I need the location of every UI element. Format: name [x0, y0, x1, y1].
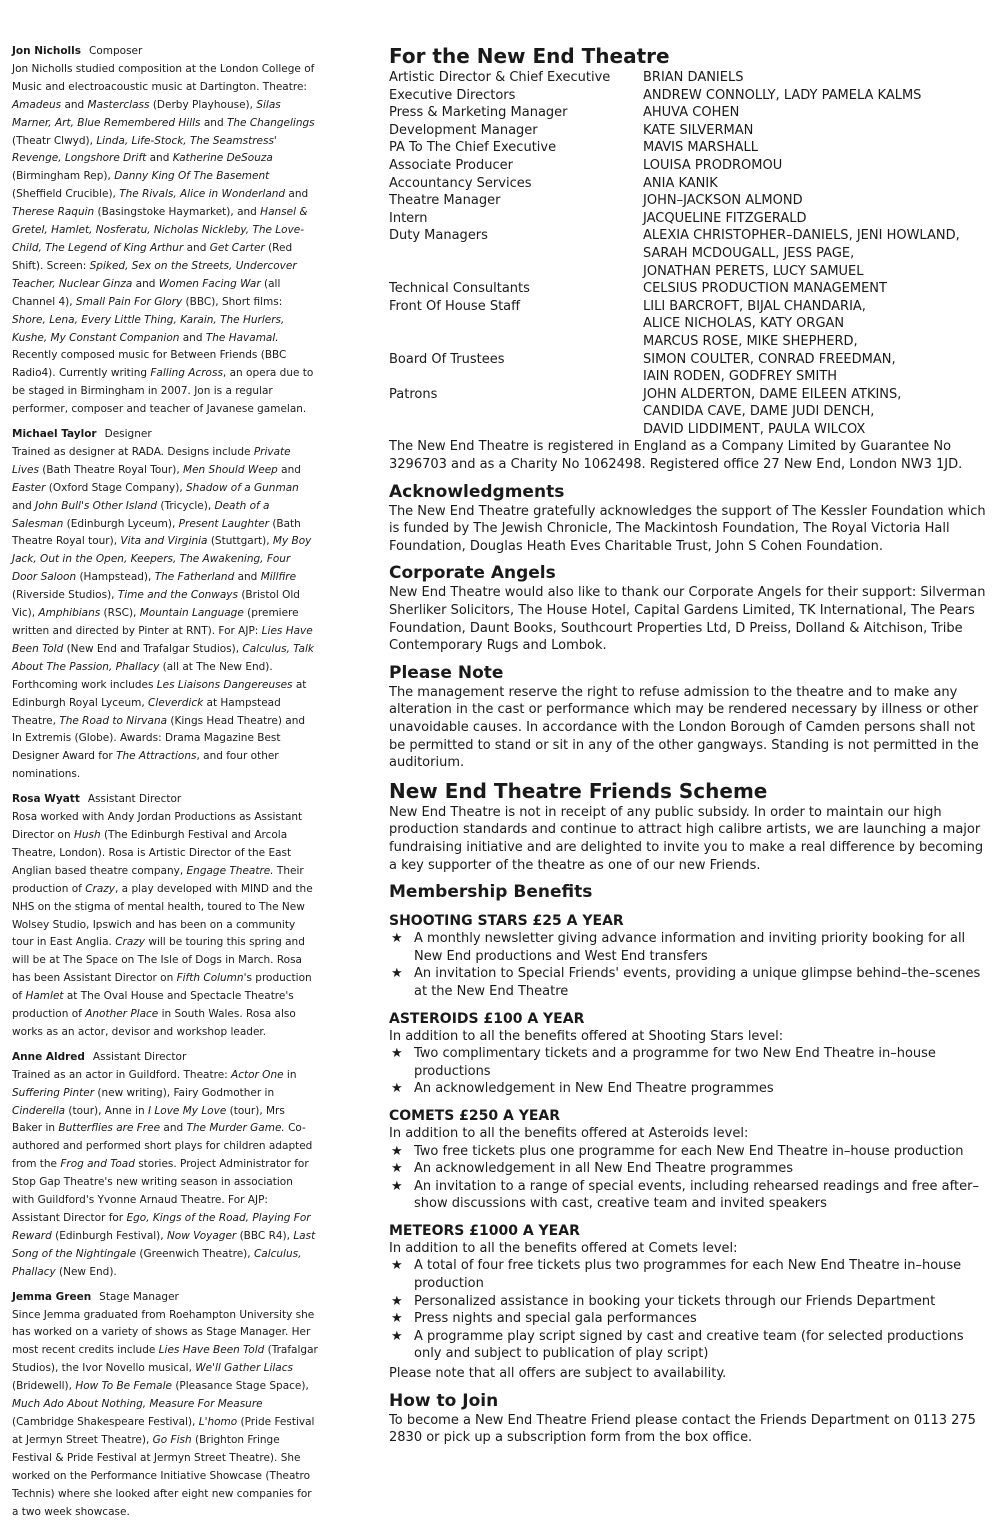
how-to-join-text: To become a New End Theatre Friend please contact the Friends Department on 0113 275 2830 or pick up a subscription form from the box office.	[389, 1412, 976, 1446]
bios-column	[12, 43, 318, 1528]
bio-text: Since Jemma graduated from Roehampton University she has worked on a variety of shows as Stage Manager. Her most recent credits include Lies Have Been Told (Trafalgar Studios), the Ivor Novello musical, We'll Gather Lilacs (Bridewell), How To Be Female (Pleasance Stage Space), Much Ado About Nothing, Measure For Measure (Cambridge Shakespeare Festival), L'homo (Pride Festival at Jermyn Street Theatre), Go Fish (Brighton Fringe Festival & Pride Festival at Jermyn Street Theatre). She worked on the Performance Initiative Showcase (Theatro Technis) where she looked after eight new companies for a two week showcase.	[12, 1308, 318, 1518]
staff-row	[389, 192, 989, 210]
tier-title: ASTEROIDS £100 A YEAR	[389, 1010, 585, 1027]
staff-row	[389, 298, 989, 351]
tier-intro: In addition to all the benefits offered at Shooting Stars level:	[389, 1028, 784, 1044]
theatre-info-column	[389, 43, 989, 1447]
staff-names: BRIAN DANIELS	[643, 70, 744, 85]
membership-tiers	[389, 912, 989, 1363]
benefit-text: A total of four free tickets plus two programmes for each New End Theatre in–house production	[414, 1258, 962, 1292]
bio-name: Jon Nicholls	[12, 45, 81, 57]
star-icon: ★	[391, 1328, 403, 1344]
bio-entry	[12, 43, 318, 419]
tier-intro: In addition to all the benefits offered at Asteroids level:	[389, 1125, 749, 1141]
tier-benefits	[389, 930, 989, 1000]
staff-names: JACQUELINE FITZGERALD	[643, 210, 807, 226]
star-icon: ★	[391, 1293, 403, 1309]
staff-row	[389, 280, 989, 298]
benefit-text: Press nights and special gala performances	[414, 1311, 697, 1327]
acknowledgments-heading: Acknowledgments	[389, 481, 565, 502]
theatre-heading: For the New End Theatre	[389, 44, 670, 68]
bio-role: Designer	[104, 428, 152, 441]
bio-role: Assistant Director	[92, 1050, 187, 1063]
star-icon: ★	[391, 1258, 403, 1274]
star-icon: ★	[391, 1161, 403, 1177]
please-note-text: The management reserve the right to refuse admission to the theatre and to make any alteration in the cast or performance which may be rendered necessary by illness or other unavoidable causes. In accordance with the London Borough of Camden persons shall not be permitted to stand or sit in any of the other gangways. Standing is not permitted in the auditorium.	[389, 684, 979, 771]
bio-entry	[12, 426, 318, 784]
benefit-text: An invitation to Special Friends' events, providing a unique glimpse behind–the–scenes at the New End Theatre	[414, 966, 981, 999]
bio-name: Jemma Green	[12, 1290, 92, 1303]
staff-row	[389, 104, 989, 122]
staff-role: Front Of House Staff	[389, 298, 521, 314]
staff-names: LILI BARCROFT, BIJAL CHANDARIA, ALICE NICHOLAS, KATY ORGAN MARCUS ROSE, MIKE SHEPHERD,	[643, 298, 866, 349]
benefit-text: An acknowledgement in all New End Theatre programmes	[414, 1161, 793, 1177]
friends-scheme-heading: New End Theatre Friends Scheme	[389, 778, 768, 803]
bio-name: Michael Taylor	[12, 428, 97, 441]
star-icon: ★	[391, 966, 403, 982]
staff-names: SIMON COULTER, CONRAD FREEDMAN, IAIN RODEN, GODFREY SMITH	[643, 351, 896, 385]
staff-role: Patrons	[389, 386, 438, 402]
tier-title: SHOOTING STARS £25 A YEAR	[389, 913, 624, 930]
benefit-item	[389, 930, 989, 965]
benefit-text: An invitation to a range of special events, including rehearsed readings and free after–show discussions with cast, creative team and invited speakers	[414, 1178, 979, 1212]
bio-text: Jon Nicholls studied composition at the London College of Music and electroacoustic music at Dartington. Theatre: Amadeus and Masterclass (Derby Playhouse), Silas Marner, Art, Blue Remembered Hills and The Changelings (Theatr Clwyd), Linda, Life-Stock, The Seamstress' Revenge, Longshore Drift and Katherine DeSouza (Birmingham Rep), Danny King Of The Basement (Sheffield Crucible), The Rivals, Alice in Wonderland and Therese Raquin (Basingstoke Haymarket), and Hansel & Gretel, Hamlet, Nosferatu, Nicholas Nickleby, The Love-Child, The Legend of King Arthur and Get Carter (Red Shift). Screen: Spiked, Sex on the Streets, Undercover Teacher, Nuclear Ginza and Women Facing War (all Channel 4), Small Pain For Glory (BBC), Short films: Shore, Lena, Every Little Thing, Karain, The Hurlers, Kushe, My Constant Companion and The Havamal. Recently composed music for Between Friends (BBC Radio4). Currently writing Falling Across, an opera due to be staged in Birmingham in 2007. Jon is a regular performer, composer and teacher of Javanese gamelan.	[12, 62, 315, 416]
star-icon: ★	[391, 931, 403, 947]
staff-names: ANIA KANIK	[643, 175, 718, 191]
bio-name: Anne Aldred	[12, 1050, 85, 1063]
star-icon: ★	[391, 1143, 403, 1159]
tier-benefits	[389, 1045, 989, 1098]
benefit-item	[389, 1160, 989, 1178]
tier-benefits	[389, 1257, 989, 1363]
membership-footer: Please note that all offers are subject to availability.	[389, 1366, 727, 1382]
star-icon: ★	[391, 1081, 403, 1097]
benefit-text: Two complimentary tickets and a programme for two New End Theatre in–house productions	[414, 1046, 936, 1079]
staff-row	[389, 157, 989, 175]
staff-role: Associate Producer	[389, 157, 513, 173]
staff-names: MAVIS MARSHALL	[643, 140, 758, 156]
staff-names: AHUVA COHEN	[643, 105, 740, 121]
benefit-item	[389, 965, 989, 1000]
staff-role: Board Of Trustees	[389, 351, 505, 367]
staff-row	[389, 87, 989, 105]
bio-entry	[12, 791, 318, 1042]
benefit-item	[389, 1143, 989, 1161]
staff-names: ALEXIA CHRISTOPHER–DANIELS, JENI HOWLAND, SARAH MCDOUGALL, JESS PAGE, JONATHAN PERETS, LUCY SAMUEL	[643, 228, 960, 279]
bio-entry	[12, 1289, 318, 1522]
registration-text: The New End Theatre is registered in England as a Company Limited by Guarantee No 3296703 and as a Charity No 1062498. Registered office 27 New End, London NW3 1JD.	[389, 439, 963, 473]
staff-row	[389, 139, 989, 157]
benefit-item	[389, 1257, 989, 1292]
staff-row	[389, 386, 989, 439]
tier-intro: In addition to all the benefits offered at Comets level:	[389, 1240, 738, 1256]
benefit-text: Two free tickets plus one programme for each New End Theatre in–house production	[414, 1143, 964, 1159]
staff-role: Press & Marketing Manager	[389, 105, 568, 121]
bio-text: Rosa worked with Andy Jordan Productions as Assistant Director on Hush (The Edinburgh Festival and Arcola Theatre, London). Rosa is Artistic Director of the East Anglian based theatre company, Engage Theatre. Their production of Crazy, a play developed with MIND and the NHS on the stigma of mental health, toured to The New Wolsey Studio, Ipswich and has been on a community tour in East Anglia. Crazy will be touring this spring and will be at The Space on The Isle of Dogs in March. Rosa has been Assistant Director on Fifth Column's production of Hamlet at The Oval House and Spectacle Theatre's production of Another Place in South Wales. Rosa also works as an actor, devisor and workshop leader.	[12, 811, 313, 1038]
benefit-text: An acknowledgement in New End Theatre programmes	[414, 1081, 774, 1097]
acknowledgments-text: The New End Theatre gratefully acknowledges the support of The Kessler Foundation which is funded by The Jewish Chronicle, The Mackintosh Foundation, The Royal Victoria Hall Foundation, Douglas Heath Eves Charitable Trust, John S Cohen Foundation.	[389, 503, 986, 554]
staff-names: JOHN–JACKSON ALMOND	[643, 193, 803, 209]
staff-role: Intern	[389, 210, 428, 226]
bio-role: Stage Manager	[99, 1290, 179, 1303]
staff-row	[389, 122, 989, 140]
staff-names: CELSIUS PRODUCTION MANAGEMENT	[643, 281, 887, 297]
benefit-text: Personalized assistance in booking your tickets through our Friends Department	[414, 1293, 936, 1309]
bio-role: Assistant Director	[87, 793, 182, 806]
staff-role: Executive Directors	[389, 87, 516, 103]
staff-role: Development Manager	[389, 122, 538, 138]
staff-names: KATE SILVERMAN	[643, 122, 754, 138]
tier-benefits	[389, 1143, 989, 1213]
staff-role: Theatre Manager	[389, 193, 501, 209]
staff-names: LOUISA PRODROMOU	[643, 157, 783, 173]
bio-text: Trained as an actor in Guildford. Theatre: Actor One in Suffering Pinter (new writing), Fairy Godmother in Cinderella (tour), Anne in I Love My Love (tour), Mrs Baker in Butterflies are Free and The Murder Game. Co-authored and performed short plays for children adapted from the Frog and Toad stories. Project Administrator for Stop Gap Theatre's new writing season in association with Guildford's Yvonne Arnaud Theatre. For AJP: Assistant Director for Ego, Kings of the Road, Playing For Reward (Edinburgh Festival), Now Voyager (BBC R4), Last Song of the Nightingale (Greenwich Theatre), Calculus, Phallacy (New End).	[12, 1068, 316, 1278]
benefit-item	[389, 1178, 989, 1213]
benefit-text: A monthly newsletter giving advance information and inviting priority booking for all New End productions and West End transfers	[414, 931, 966, 964]
staff-list	[389, 69, 989, 438]
staff-role: Artistic Director & Chief Executive	[389, 70, 611, 85]
friends-scheme-text: New End Theatre is not in receipt of any public subsidy. In order to maintain our high production standards and continue to attract high calibre artists, we are launching a major fundraising initiative and are delighted to invite you to make a real difference by becoming a key supporter of the theatre as one of our new Friends.	[389, 804, 984, 873]
staff-role: Technical Consultants	[389, 281, 530, 297]
benefit-item	[389, 1310, 989, 1328]
staff-names: ANDREW CONNOLLY, LADY PAMELA KALMS	[643, 87, 922, 103]
star-icon: ★	[391, 1178, 403, 1194]
please-note-heading: Please Note	[389, 662, 504, 683]
tier-title: COMETS £250 A YEAR	[389, 1107, 561, 1124]
staff-role: Duty Managers	[389, 228, 488, 244]
staff-role: PA To The Chief Executive	[389, 140, 557, 156]
staff-names: JOHN ALDERTON, DAME EILEEN ATKINS, CANDIDA CAVE, DAME JUDI DENCH, DAVID LIDDIMENT, PAULA WILCOX	[643, 386, 902, 437]
benefit-item	[389, 1080, 989, 1098]
staff-role: Accountancy Services	[389, 175, 532, 191]
bio-role: Composer	[89, 45, 143, 57]
benefit-text: A programme play script signed by cast and creative team (for selected productions only and subject to publication of play script)	[414, 1328, 964, 1362]
benefit-item	[389, 1328, 989, 1363]
star-icon: ★	[391, 1311, 403, 1327]
staff-row	[389, 210, 989, 228]
staff-row	[389, 351, 989, 386]
bio-entry	[12, 1049, 318, 1282]
corporate-angels-text: New End Theatre would also like to thank our Corporate Angels for their support: Silverman Sherliker Solicitors, The House Hotel, Capital Gardens Limited, TK International, The Pears Foundation, Daunt Books, Southcourt Properties Ltd, D Preiss, Dolland & Aitchison, Tribe Contemporary Rugs and Lombok.	[389, 585, 986, 654]
membership-heading: Membership Benefits	[389, 882, 593, 903]
staff-row	[389, 69, 989, 87]
staff-row	[389, 175, 989, 193]
corporate-angels-heading: Corporate Angels	[389, 563, 556, 584]
star-icon: ★	[391, 1046, 403, 1062]
tier-title: METEORS £1000 A YEAR	[389, 1222, 580, 1239]
benefit-item	[389, 1045, 989, 1080]
bio-text: Trained as designer at RADA. Designs include Private Lives (Bath Theatre Royal Tour), Men Should Weep and Easter (Oxford Stage Company), Shadow of a Gunman and John Bull's Other Island (Tricycle), Death of a Salesman (Edinburgh Lyceum), Present Laughter (Bath Theatre Royal tour), Vita and Virginia (Stuttgart), My Boy Jack, Out in the Open, Keepers, The Awakening, Four Door Saloon (Hampstead), The Fatherland and Millfire (Riverside Studios), Time and the Conways (Bristol Old Vic), Amphibians (RSC), Mountain Language (premiere written and directed by Pinter at RNT). For AJP: Lies Have Been Told (New End and Trafalgar Studios), Calculus, Talk About The Passion, Phallacy (all at The New End). Forthcoming work includes Les Liaisons Dangereuses at Edinburgh Royal Lyceum, Cleverdick at Hampstead Theatre, The Road to Nirvana (Kings Head Theatre) and In Extremis (Globe). Awards: Drama Magazine Best Designer Award for The Attractions, and four other nominations.	[12, 445, 314, 781]
staff-row	[389, 227, 989, 280]
bio-name: Rosa Wyatt	[12, 793, 80, 806]
benefit-item	[389, 1293, 989, 1311]
how-to-join-heading: How to Join	[389, 1390, 499, 1411]
